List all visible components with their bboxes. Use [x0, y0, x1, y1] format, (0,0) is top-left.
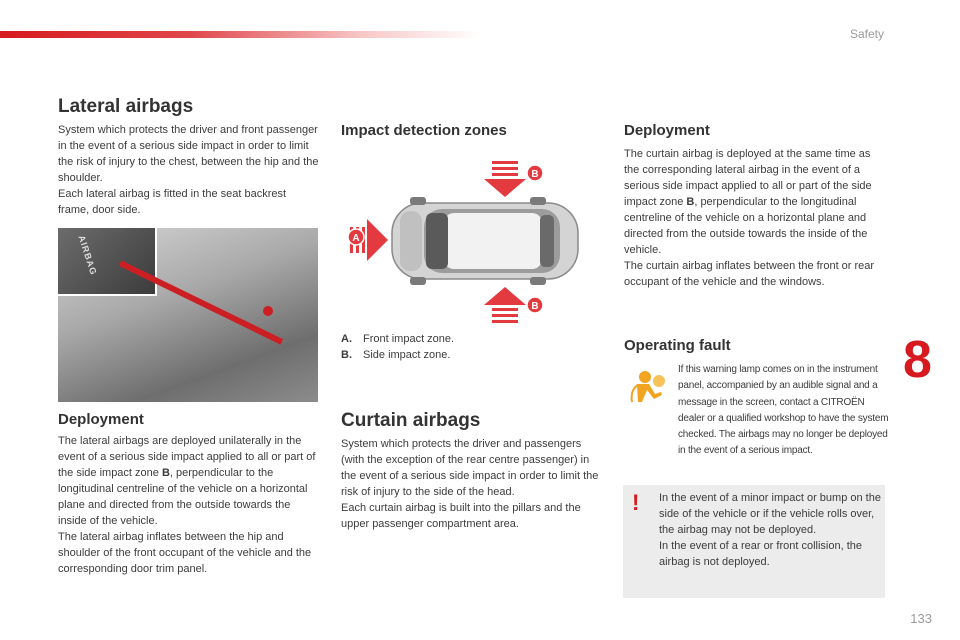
side-impact-arrow-top	[484, 161, 526, 197]
airbag-label-closeup	[58, 228, 157, 296]
page-number: 133	[910, 611, 932, 626]
lateral-airbags-heading: Lateral airbags	[58, 96, 194, 117]
zone-marker-b-bottom	[527, 297, 543, 313]
airbag-warning-lamp-icon	[628, 368, 668, 404]
lateral-airbags-intro: System which protects the driver and front passenger in the event of a serious side impact in order to limit the risk of injury to the chest, between the hip and the shoulder. Each lateral airbag is fitted in the seat backrest frame, door side.	[58, 124, 319, 216]
exclamation-icon: !	[632, 490, 640, 515]
chapter-number: 8	[903, 331, 932, 389]
curtain-deployment-text: The curtain airbag is deployed at the same time as the corresponding lateral airbag in the event of a serious side impact applied to all or part of the side impact zone B, perpendicular to the longitudinal centreline of the vehicle on a horizontal plane and directed from the outside towards the inside of the vehicle. The curtain airbag inflates between the front or rear occupant of the vehicle and the windows.	[624, 148, 875, 288]
curtain-airbags-intro: System which protects the driver and passengers (with the exception of the rear centre passenger) in the event of a serious side impact in order to limit the risk of injury to the side of the head. Each curtain airbag is built into the pillars and the upper passenger compartment area.	[341, 438, 599, 530]
zone-marker-b-bottom-label: B	[531, 301, 539, 312]
operating-fault-heading: Operating fault	[624, 337, 731, 354]
side-impact-arrow-bottom	[484, 287, 526, 323]
legend-key: A.	[341, 333, 352, 345]
legend-key: B.	[341, 349, 352, 361]
legend-text: Side impact zone.	[363, 349, 451, 361]
legend-item-a	[341, 333, 454, 345]
operating-fault-text: If this warning lamp comes on in the instrument panel, accompanied by an audible signal and a message in the screen, contact a CITROËN dealer or a qualified workshop to have the system checked. The airbags may no longer be deployed in the event of a serious impact.	[678, 364, 889, 457]
airbag-tag-label: AIRBAG	[76, 234, 99, 277]
seat-airbag-photo	[58, 228, 318, 402]
zone-marker-a-label: A	[352, 233, 360, 244]
legend-item-b	[341, 349, 450, 361]
curtain-deployment-heading: Deployment	[624, 122, 710, 139]
legend-text: Front impact zone.	[363, 333, 455, 345]
impact-zones-diagram	[340, 155, 600, 325]
zone-marker-b-top	[527, 165, 543, 181]
pointer-line	[119, 260, 283, 344]
impact-zones-heading: Impact detection zones	[341, 122, 507, 139]
lateral-deployment-text: The lateral airbags are deployed unilaterally in the event of a serious side impact applied to all or part of the side impact zone B, perpendicular to the longitudinal centreline of the vehicle on a horizontal plane and directed from the outside towards the inside of the vehicle. The lateral airbag inflates between the hip and shoulder of the front occupant of the vehicle and the corresponding door trim panel.	[58, 435, 316, 575]
pointer-dot	[263, 306, 273, 316]
lateral-deployment-heading: Deployment	[58, 411, 144, 428]
car-top-view-icon	[392, 197, 578, 285]
note-text: In the event of a minor impact or bump on the side of the vehicle or if the vehicle rolls over, the airbag may not be deployed. In the event of a rear or front collision, the airbag is not deployed.	[659, 492, 881, 568]
zone-marker-a	[348, 229, 364, 245]
header-accent-bar	[0, 31, 480, 38]
curtain-airbags-heading: Curtain airbags	[341, 410, 481, 431]
zone-marker-b-top-label: B	[531, 169, 539, 180]
section-title: Safety	[849, 27, 884, 41]
